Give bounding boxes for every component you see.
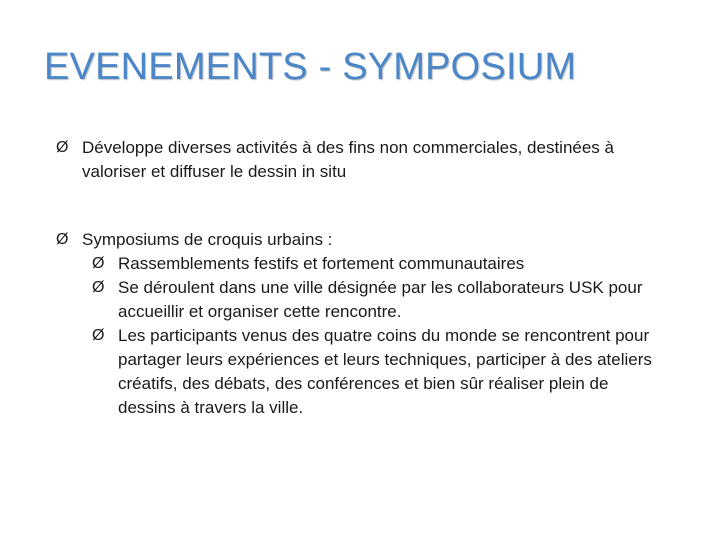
- slide-content: [56, 136, 666, 420]
- bullet-text: Symposiums de croquis urbains :: [82, 230, 333, 249]
- sub-bullet-text: Se déroulent dans une ville désignée par les collaborateurs USK pour accueillir et organiser cette rencontre.: [118, 278, 643, 321]
- sub-bullet-item: [92, 252, 666, 276]
- sub-bullet-text: Rassemblements festifs et fortement communautaires: [118, 254, 525, 273]
- sub-bullet-item: [92, 324, 666, 420]
- arrow-bullet-icon: Ø: [56, 231, 69, 248]
- bullet-item: [56, 136, 666, 184]
- sub-bullet-text: Les participants venus des quatre coins du monde se rencontrent pour partager leurs expériences et leurs techniques, participer à des ateliers créatifs, des débats, des conférences et bien sûr réaliser plein de dessins à travers la ville.: [118, 326, 652, 417]
- slide-title: EVENEMENTS - SYMPOSIUM: [44, 46, 577, 88]
- bullet-text: Développe diverses activités à des fins non commerciales, destinées à valoriser et diffuser le dessin in situ: [82, 138, 614, 181]
- sub-bullet-item: [92, 276, 666, 324]
- bullet-item: [56, 228, 666, 252]
- arrow-bullet-icon: Ø: [92, 327, 105, 344]
- arrow-bullet-icon: Ø: [56, 139, 69, 156]
- arrow-bullet-icon: Ø: [92, 279, 105, 296]
- arrow-bullet-icon: Ø: [92, 255, 105, 272]
